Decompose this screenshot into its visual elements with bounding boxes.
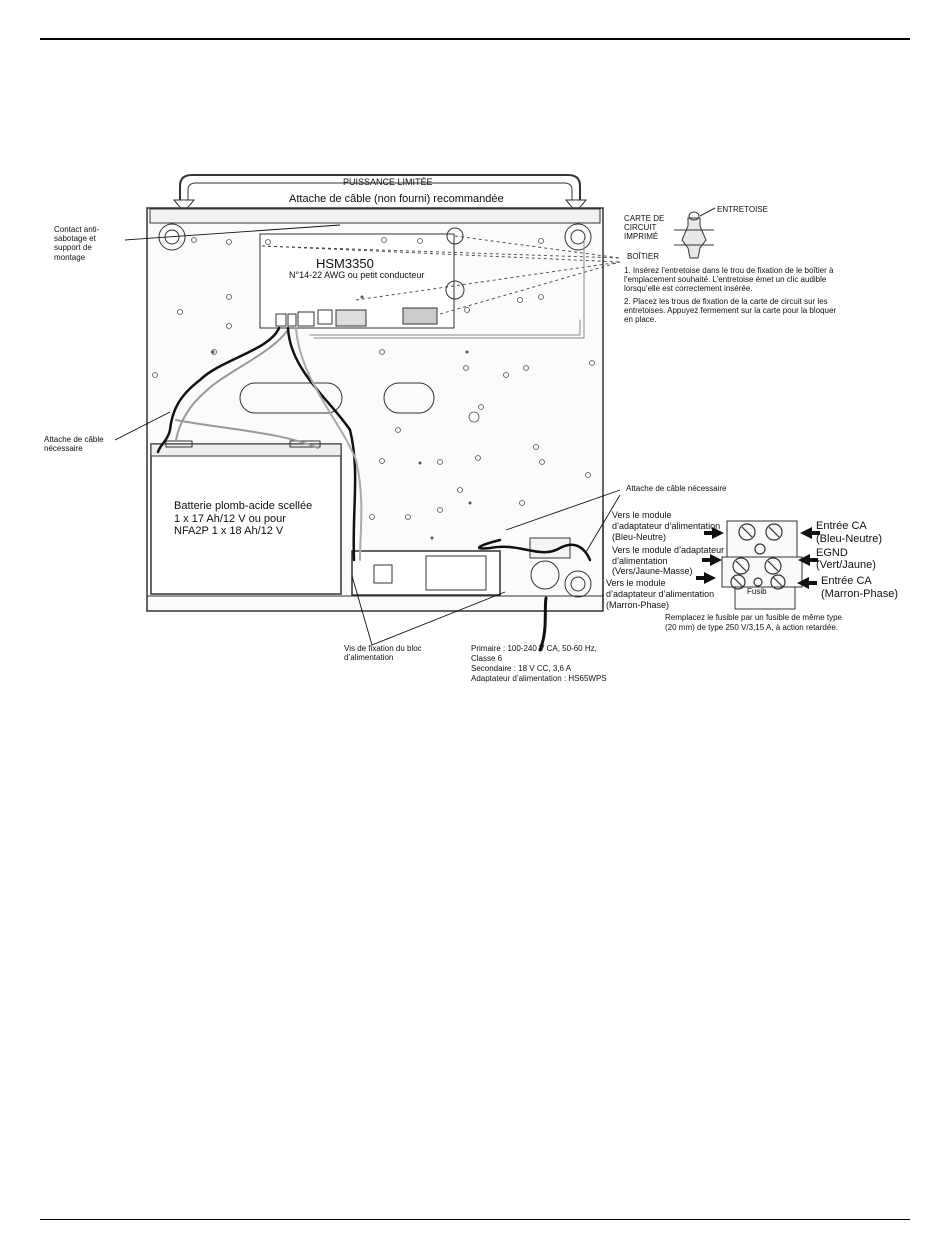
spec-line-2: Classe 6 bbox=[471, 654, 503, 663]
terminal-left-3-line-3: (Marron-Phase) bbox=[606, 600, 670, 610]
standoff-label: ENTRETOISE bbox=[717, 205, 768, 214]
terminal-right-1-line-1: Entrée CA bbox=[816, 520, 867, 532]
enclosure-label: BOÎTIER bbox=[627, 252, 660, 261]
terminal-block bbox=[727, 521, 797, 557]
psu-screws-label: Vis de fixation du bloc d’alimentation bbox=[344, 644, 422, 663]
cable-tie-recommended-label: Attache de câble (non fourni) recommandée bbox=[289, 193, 504, 205]
pcb-label-1: CARTE DE bbox=[624, 214, 665, 223]
battery-line-1: Batterie plomb-acide scellée bbox=[174, 500, 313, 512]
standoff-instruction-1: 1. Insérez l’entretoise dans le trou de fixation de le boîtier à l’emplacement souhaité. L’entretoise émet un clic audible lorsqu’elle est correctement insérée. bbox=[624, 266, 834, 294]
fuse-note-line-2: (20 mm) de type 250 V/3,15 A, à action retardée. bbox=[665, 623, 838, 632]
terminal-right-1-line-2: (Bleu-Neutre) bbox=[816, 533, 883, 545]
cable-tie-required-left-label: Attache de câble nécessaire bbox=[44, 435, 104, 454]
top-rail bbox=[150, 209, 600, 223]
terminal-right-2-line-1: EGND bbox=[816, 547, 848, 559]
fuse-note-line-1: Remplacez le fusible par un fusible de même type bbox=[665, 613, 842, 622]
battery-line-2: 1 x 17 Ah/12 V ou pour bbox=[174, 513, 286, 525]
terminal-left-2-line-1: Vers le module d’adaptateur bbox=[612, 545, 725, 555]
battery-line-3: NFA2P 1 x 18 Ah/12 V bbox=[174, 525, 284, 537]
pcb-label-2: CIRCUIT bbox=[624, 223, 657, 232]
board-subtitle: N°14-22 AWG ou petit conducteur bbox=[289, 270, 425, 280]
terminal-left-3-line-1: Vers le module bbox=[606, 578, 666, 588]
cable-tie-required-right-label: Attache de câble nécessaire bbox=[626, 484, 727, 493]
terminal-left-1-line-1: Vers le module bbox=[612, 510, 672, 520]
spec-line-4: Adaptateur d’alimentation : HS65WPS bbox=[471, 674, 607, 683]
spec-line-3: Secondaire : 18 V CC, 3,6 A bbox=[471, 664, 572, 673]
tamper-label: Contact anti-sabotage et support de montage bbox=[54, 225, 100, 262]
power-limited-label: PUISSANCE LIMITÉE bbox=[343, 177, 433, 187]
terminal-left-3-line-2: d’adaptateur d’alimentation bbox=[606, 589, 715, 599]
terminal-left-2-line-2: d’alimentation bbox=[612, 556, 668, 566]
terminal-left-1-line-2: d’adaptateur d’alimentation bbox=[612, 521, 721, 531]
terminal-left-1-line-3: (Bleu-Neutre) bbox=[612, 532, 667, 542]
terminal-right-3-line-2: (Marron-Phase) bbox=[821, 588, 899, 600]
spec-line-1: Primaire : 100-240 V CA, 50-60 Hz, bbox=[471, 644, 597, 653]
terminal-left-2-line-3: (Vers/Jaune-Masse) bbox=[612, 566, 693, 576]
board-title: HSM3350 bbox=[316, 256, 374, 271]
terminal-right-3-line-1: Entrée CA bbox=[821, 575, 872, 587]
fuse-label: Fusib bbox=[747, 587, 767, 596]
terminal-right-2-line-2: (Vert/Jaune) bbox=[816, 559, 876, 571]
pcb-label-3: IMPRIMÉ bbox=[624, 232, 659, 241]
standoff-illustration bbox=[674, 208, 715, 258]
standoff-instruction-2: 2. Placez les trous de fixation de la carte de circuit sur les entretoises. Appuyez fermement sur la carte pour la bloquer en place. bbox=[624, 297, 837, 325]
